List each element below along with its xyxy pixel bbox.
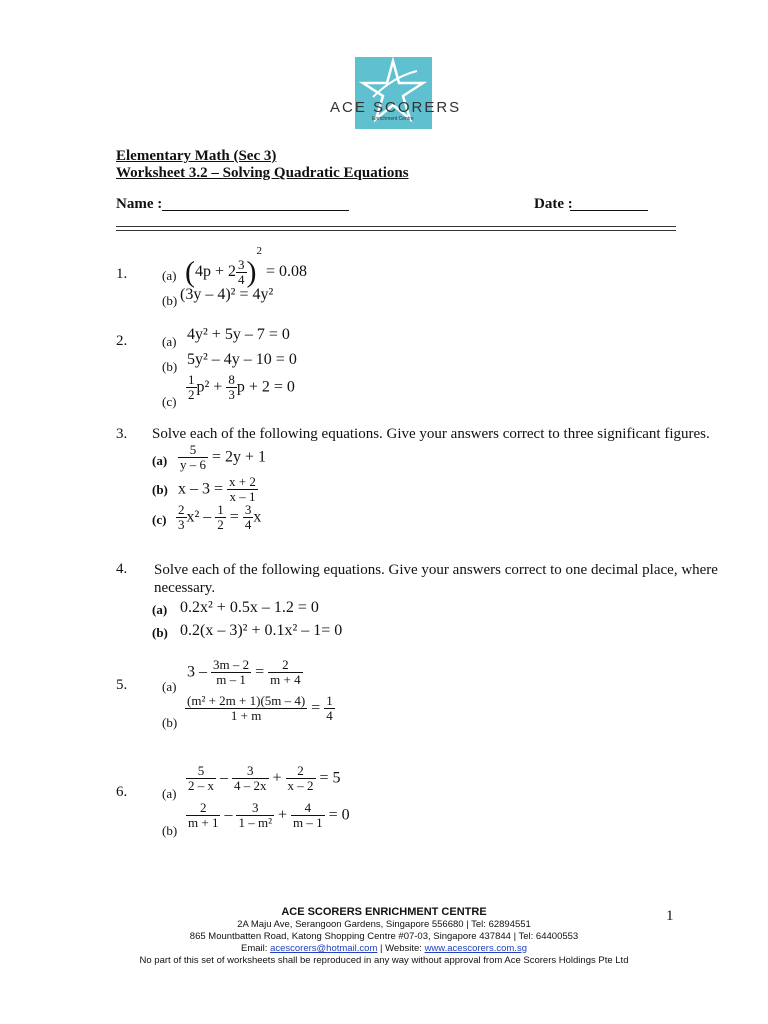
footer-address-2: 865 Mountbatten Road, Katong Shopping Centre #07-03, Singapore 437844 | Tel: 64400553 — [189, 931, 579, 942]
page-number: 1 — [666, 908, 674, 924]
date-label: Date : — [534, 196, 573, 212]
q2a-equation: 4y² + 5y – 7 = 0 — [187, 326, 290, 343]
q2-number: 2. — [116, 333, 128, 349]
q2c-label: (c) — [162, 394, 177, 409]
q6-number: 6. — [116, 784, 128, 800]
divider-top — [116, 226, 676, 227]
q3a-equation: $\frac{5}{y - 6}$ = 2y + 1 — [180, 442, 267, 473]
q4-number: 4. — [116, 561, 128, 577]
website-link[interactable]: www.acescorers.com.sg — [424, 943, 527, 954]
q2b-equation: 5y² – 4y – 10 = 0 — [187, 351, 297, 368]
divider-bottom — [116, 230, 676, 231]
footer-contact — [0, 943, 768, 954]
email-label: Email: — [241, 943, 271, 954]
q3b-equation: x – 3 = $\frac{x + 2}{x - 1}$ — [178, 474, 256, 505]
logo-subtitle: Enrichment Centre — [372, 116, 414, 122]
q5a-label: (a) — [162, 679, 177, 694]
footer-address-1: 2A Maju Ave, Serangoon Gardens, Singapore 556680 | Tel: 62894551 — [237, 919, 531, 930]
q4-instruction-line2: necessary. — [154, 580, 216, 596]
q5b-equation: $\frac{\text{(m² + 2m + 1)(5m – 4)}}{1 + m}$ = $\frac{1}{4}$ — [187, 693, 333, 724]
q5-number: 5. — [116, 677, 128, 693]
logo-name: ACE SCORERS — [330, 99, 462, 116]
q6a-label: (a) — [162, 786, 177, 801]
website-separator: | Website: — [377, 943, 425, 954]
q6b-label: (b) — [162, 823, 178, 838]
q2a-label: (a) — [162, 334, 177, 349]
q2b-label: (b) — [162, 359, 178, 374]
q1a-equation: (4p + 2 $\frac{3}{4}$ )$^2$ = 0.08 — [185, 245, 308, 289]
q3a-label: (a) — [152, 453, 168, 468]
q5a-equation: 3 – $\frac{3m - 2}{m - 1}$ = $\frac{2}{m + 4}$ — [187, 657, 301, 688]
q3-number: 3. — [116, 426, 128, 442]
name-label: Name : — [116, 196, 163, 212]
q4-instruction-line1: Solve each of the following equations. Give your answers correct to one decimal place, where — [154, 562, 718, 578]
q3-instruction: Solve each of the following equations. Give your answers correct to three significant figures. — [152, 426, 710, 442]
worksheet-course: Elementary Math (Sec 3) — [116, 148, 277, 164]
q4a-label: (a) — [152, 602, 168, 617]
q1-number: 1. — [116, 266, 128, 282]
q4a-equation: 0.2x² + 0.5x – 1.2 = 0 — [180, 599, 319, 616]
footer-title: ACE SCORERS ENRICHMENT CENTRE — [281, 906, 487, 918]
q5b-label: (b) — [162, 715, 178, 730]
worksheet-title: Worksheet 3.2 – Solving Quadratic Equations — [116, 165, 409, 181]
q3b-label: (b) — [152, 482, 168, 497]
q3c-equation: $\frac{2}{3}$ x² – $\frac{1}{2}$ = $\frac{3}{4}$ x — [178, 502, 262, 533]
q4b-label: (b) — [152, 625, 168, 640]
date-blank — [570, 210, 648, 211]
q3c-label: (c) — [152, 512, 167, 527]
footer-copyright: No part of this set of worksheets shall be reproduced in any way without approval from Ace Scorers Holdings Pte Ltd — [139, 955, 629, 966]
q4b-equation: 0.2(x – 3)² + 0.1x² – 1= 0 — [180, 622, 343, 639]
q6a-equation: $\frac{5}{2 - x}$ – $\frac{3}{4 - 2x}$ + $\frac{2}{x - 2}$ = 5 — [188, 763, 341, 794]
q1b-equation: (3y – 4)² = 4y² — [180, 286, 274, 303]
q6b-equation: $\frac{2}{m + 1}$ – $\frac{3}{\text{1 – m²}}$ + $\frac{4}{m - 1}$ = 0 — [188, 800, 350, 831]
q1b-label: (b) — [162, 293, 178, 308]
q1a-label: (a) — [162, 268, 177, 283]
q2c-equation: $\frac{1}{2}$ p² + $\frac{8}{3}$ p + 2 = 0 — [188, 372, 295, 403]
email-link[interactable]: acescorers@hotmail.com — [270, 943, 378, 954]
name-blank — [162, 210, 349, 211]
